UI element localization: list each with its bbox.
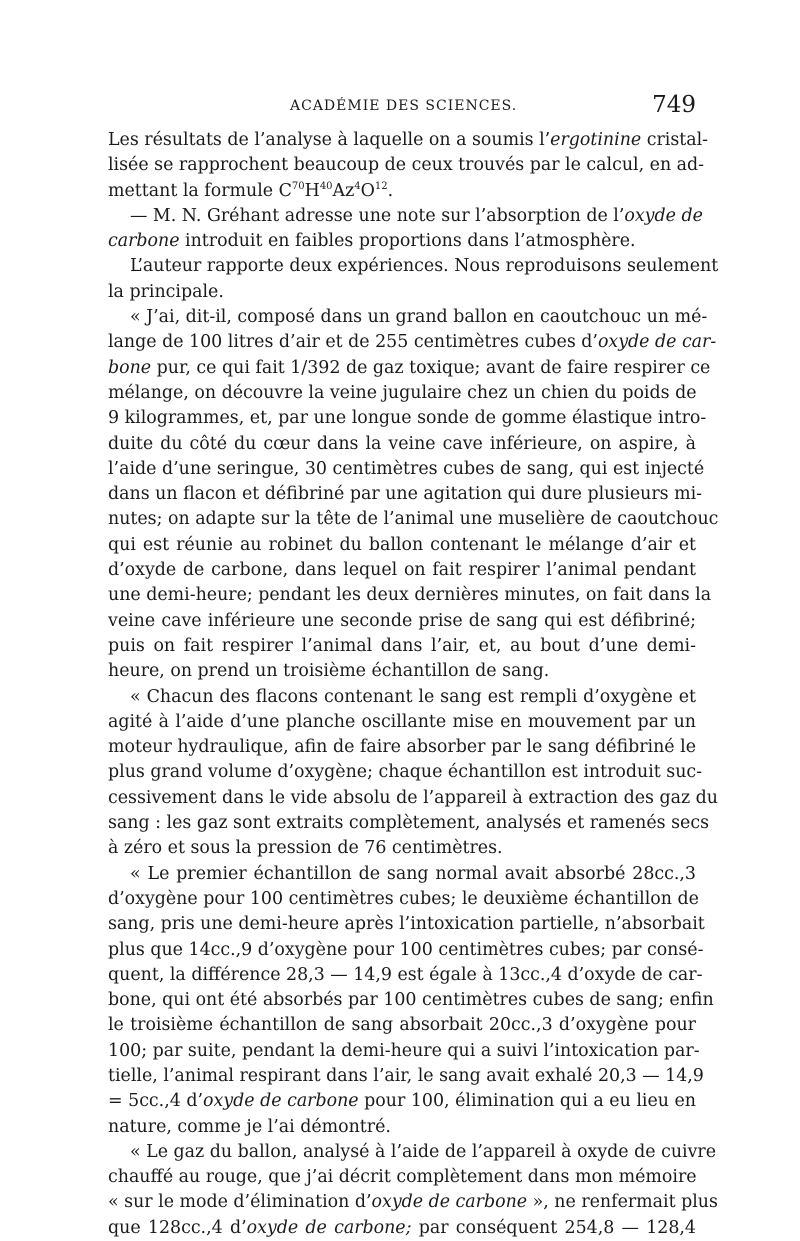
text-line: lisée se rapprochent beaucoup de ceux trouvés par le calcul, en ad-: [108, 155, 705, 176]
text-line: Les résultats de l’analyse à laquelle on a soumis l’ergotinine cristal-: [108, 130, 709, 150]
text-line: lange de 100 litres d’air et de 255 centimètres cubes d’oxyde de car-: [108, 332, 717, 353]
text-line: nature, comme je l’ai démontré.: [108, 1116, 391, 1137]
text-line: 9 kilogrammes, et, par une longue sonde de gomme élastique intro-: [108, 408, 707, 429]
text-line: l’aide d’une seringue, 30 centimètres cubes de sang, qui est injecté: [108, 458, 705, 479]
text-line: heure, on prend un troisième échantillon de sang.: [108, 661, 550, 682]
text-line: « Le gaz du ballon, analysé à l’aide de l’appareil à oxyde de cuivre: [130, 1141, 717, 1162]
text-line: veine cave inférieure une seconde prise de sang qui est défibriné;: [108, 610, 696, 631]
text-line: L’auteur rapporte deux expériences. Nous reproduisons seulement: [130, 256, 719, 277]
text-line: tielle, l’animal respirant dans l’air, le sang avait exhalé 20,3 — 14,9: [108, 1065, 704, 1086]
text-line: = 5cc.,4 d’oxyde de carbone pour 100, élimination qui a eu lieu en: [108, 1091, 696, 1112]
text-line: une demi-heure; pendant les deux dernières minutes, on fait dans la: [108, 585, 712, 606]
text-line: agité à l’aide d’une planche oscillante mise en mouvement par un: [108, 711, 696, 732]
text-line: duite du côté du cœur dans la veine cave inférieure, on aspire, à: [108, 433, 696, 454]
text-line: que 128cc.,4 d’oxyde de carbone; par conséquent 254,8 — 128,4: [108, 1217, 696, 1238]
text-line: le troisième échantillon de sang absorbait 20cc.,3 d’oxygène pour: [108, 1015, 696, 1036]
text-line: bone pur, ce qui fait 1/392 de gaz toxique; avant de faire respirer ce: [108, 357, 711, 378]
page-number: 749: [652, 92, 696, 118]
text-line: la principale.: [108, 281, 224, 302]
text-line: plus grand volume d’oxygène; chaque échantillon est introduit suc-: [108, 762, 703, 783]
body-text: [108, 128, 719, 1241]
running-head: [108, 92, 696, 122]
text-line: sang : les gaz sont extraits complètement, analysés et ramenés secs: [108, 813, 710, 834]
text-line: « sur le mode d’élimination d’oxyde de carbone », ne renfermait plus: [108, 1192, 718, 1213]
text-line: carbone introduit en faibles proportions dans l’atmosphère.: [108, 231, 636, 252]
text-line: dans un flacon et défibriné par une agitation qui dure plusieurs mi-: [108, 484, 703, 505]
text-line: à zéro et sous la pression de 76 centimètres.: [108, 838, 503, 859]
text-line: mélange, on découvre la veine jugulaire chez un chien du poids de: [108, 382, 697, 403]
text-line: mettant la formule $C^{70}H^{40}Az^4O^{12}$.: [108, 180, 394, 201]
text-line: d’oxyde de carbone, dans lequel on fait respirer l’animal pendant: [108, 560, 696, 581]
text-line: cessivement dans le vide absolu de l’appareil à extraction des gaz du: [108, 787, 718, 808]
text-line: quent, la différence 28,3 — 14,9 est égale à 13cc.,4 d’oxyde de car-: [108, 964, 703, 985]
text-line: moteur hydraulique, afin de faire absorber par le sang défibriné le: [108, 737, 696, 758]
text-line: « Chacun des flacons contenant le sang est rempli d’oxygène et: [130, 686, 696, 707]
text-line: qui est réunie au robinet du ballon contenant le mélange d’air et: [108, 534, 696, 555]
text-line: « Le premier échantillon de sang normal avait absorbé 28cc.,3: [130, 863, 696, 884]
text-line: nutes; on adapte sur la tête de l’animal une muselière de caoutchouc: [108, 509, 719, 530]
text-line: 100; par suite, pendant la demi-heure qui a suivi l’intoxication par-: [108, 1040, 700, 1061]
running-title: ACADÉMIE DES SCIENCES.: [290, 98, 518, 114]
text-line: plus que 14cc.,9 d’oxygène pour 100 centimètres cubes; par consé-: [108, 939, 704, 960]
text-line: sang, pris une demi-heure après l’intoxication partielle, n’absorbait: [108, 914, 705, 935]
text-line: d’oxygène pour 100 centimètres cubes; le deuxième échantillon de: [108, 888, 699, 909]
text-line: — M. N. Gréhant adresse une note sur l’absorption de l’oxyde de: [130, 205, 703, 226]
text-line: chauffé au rouge, que j’ai décrit complètement dans mon mémoire: [108, 1167, 697, 1188]
text-line: bone, qui ont été absorbés par 100 centimètres cubes de sang; enfin: [108, 990, 714, 1011]
text-line: puis on fait respirer l’animal dans l’air, et, au bout d’une demi-: [108, 635, 696, 656]
text-line: « J’ai, dit-il, composé dans un grand ballon en caoutchouc un mé-: [130, 307, 708, 328]
